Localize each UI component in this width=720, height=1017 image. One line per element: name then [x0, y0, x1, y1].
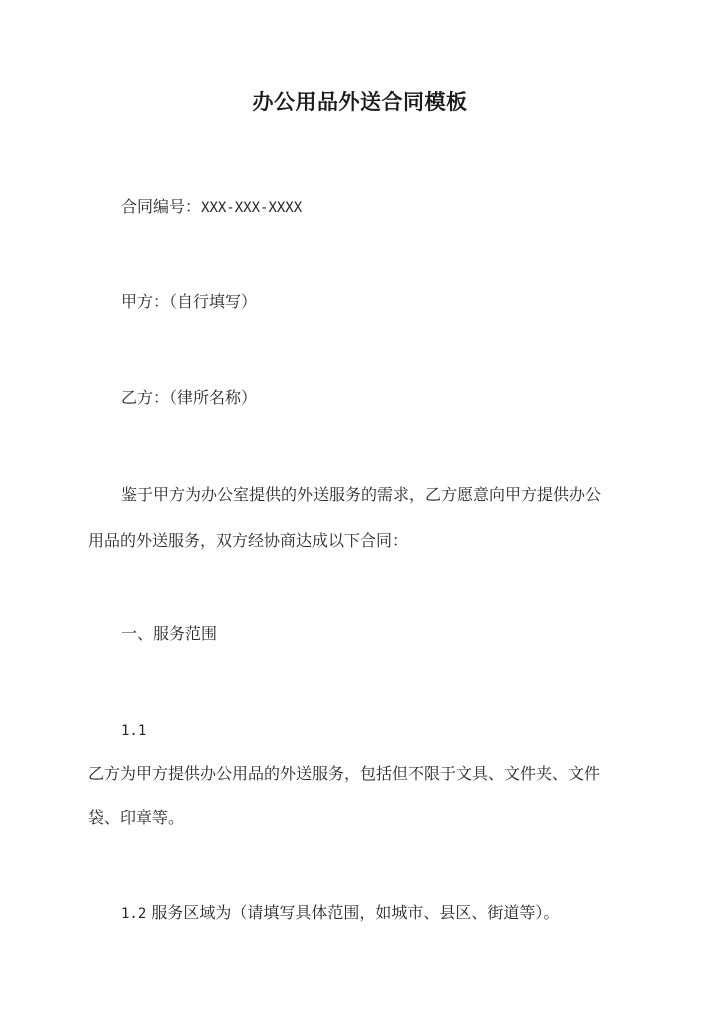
clause-1-2-text: 服务区域为（请填写具体范围，如城市、县区、街道等）。	[151, 903, 560, 922]
clause-1-1-number: 1.1	[121, 723, 147, 739]
document-title: 办公用品外送合同模板	[252, 89, 468, 114]
party-b-line: 乙方：（律所名称）	[121, 388, 258, 407]
contract-number-value: XXX-XXX-XXXX	[201, 200, 303, 216]
clause-1-1-line-2: 袋、印章等。	[88, 808, 185, 827]
intro-paragraph-line-2: 用品的外送服务，双方经协商达成以下合同：	[88, 531, 409, 550]
party-a-line: 甲方：（自行填写）	[121, 292, 258, 311]
clause-1-2-number: 1.2	[121, 906, 147, 922]
section-1-heading: 一、服务范围	[121, 624, 218, 643]
contract-number-line	[121, 197, 302, 218]
intro-paragraph-line-1: 鉴于甲方为办公室提供的外送服务的需求，乙方愿意向甲方提供办公	[121, 485, 602, 504]
clause-1-2-line	[121, 903, 559, 924]
contract-number-label: 合同编号：	[121, 197, 202, 216]
clause-1-1-line-1: 乙方为甲方提供办公用品的外送服务，包括但不限于文具、文件夹、文件	[88, 764, 601, 783]
